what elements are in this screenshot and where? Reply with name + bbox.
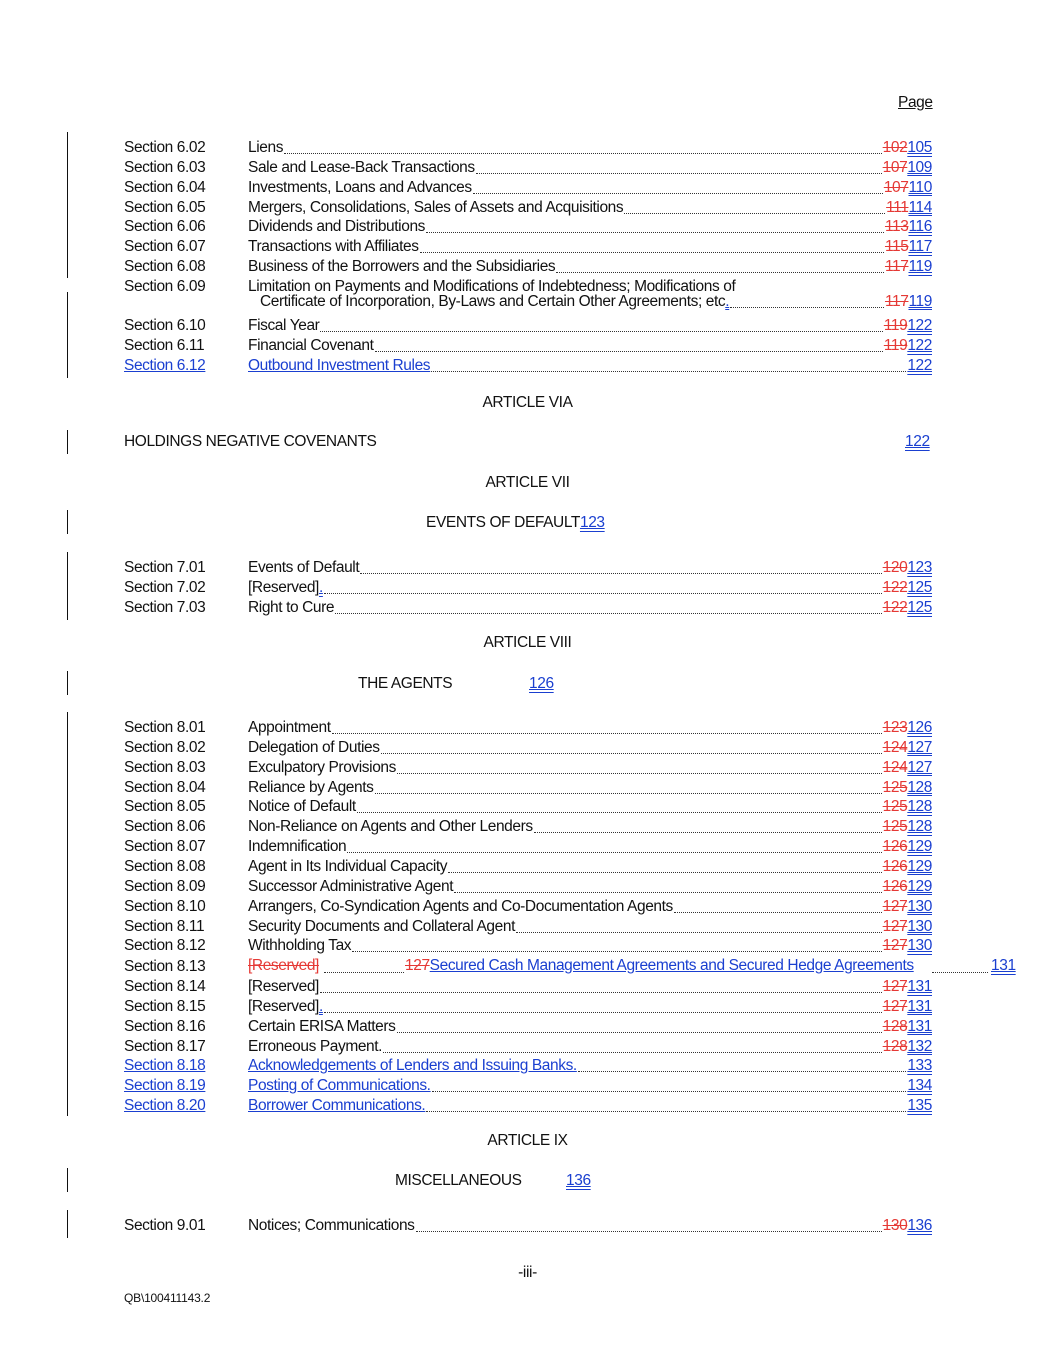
inserted-title-link[interactable]: Secured Cash Management Agreements and Secured Hedge Agreements (429, 957, 914, 974)
page-link[interactable]: 119 (908, 258, 932, 276)
page-link[interactable]: 135 (907, 1097, 932, 1115)
deleted-page: 126 (882, 838, 908, 856)
dot-leader (324, 957, 404, 973)
toc-row (124, 837, 932, 857)
page-link[interactable]: 131 (907, 1017, 932, 1035)
section-number: Section 8.02 (124, 738, 206, 756)
inserted-period: . (725, 292, 730, 310)
dot-leader (397, 1032, 882, 1033)
page-link[interactable]: 117 (908, 238, 932, 256)
section-number: Section 8.12 (124, 937, 206, 955)
dot-leader (476, 173, 882, 174)
page-link[interactable]: 127 (907, 738, 932, 756)
section-title: Right to Cure (248, 599, 335, 616)
section-title: Business of the Borrowers and the Subsidiaries (248, 258, 556, 276)
section-number[interactable]: Section 8.19 (124, 1077, 206, 1095)
page-link[interactable]: 130 (907, 917, 932, 935)
page-number: -iii- (518, 1264, 537, 1281)
dot-leader (381, 753, 882, 754)
section-title: Security Documents and Collateral Agent (248, 917, 515, 935)
page-link[interactable]: 132 (907, 1037, 932, 1055)
dot-leader (454, 892, 882, 893)
article-vii-heading: ARTICLE VII (485, 474, 570, 491)
toc-row (124, 217, 932, 237)
toc-row (124, 356, 932, 376)
page-link[interactable]: 128 (907, 798, 932, 816)
section-title: Liens (248, 139, 284, 156)
section-title[interactable]: Borrower Communications. (248, 1097, 426, 1115)
section-number: Section 8.03 (124, 758, 206, 776)
page-link[interactable]: 122 (907, 357, 932, 375)
page-link[interactable]: 116 (908, 218, 932, 236)
dot-leader (624, 213, 885, 214)
article-ix-heading: ARTICLE IX (487, 1132, 568, 1149)
deleted-page: 117 (884, 292, 909, 310)
dot-leader (516, 932, 882, 933)
dot-leader (347, 852, 881, 853)
section-title: Mergers, Consolidations, Sales of Assets and Acquisitions (248, 198, 624, 216)
section-number[interactable]: Section 8.18 (124, 1057, 206, 1075)
dot-leader (730, 307, 884, 308)
dot-leader (375, 351, 883, 352)
change-bar (67, 292, 68, 378)
page-link[interactable]: 131 (907, 997, 932, 1015)
toc-row (124, 936, 932, 956)
section-number: Section 6.06 (124, 218, 206, 236)
dot-leader (375, 793, 882, 794)
section-title: Delegation of Duties (248, 738, 380, 756)
toc-row (124, 257, 932, 277)
dot-leader (320, 992, 882, 993)
toc-row (124, 138, 932, 158)
section-number: Section 6.10 (124, 317, 206, 335)
section-title: Sale and Lease-Back Transactions (248, 158, 475, 176)
toc-row (124, 758, 932, 778)
article-via-title: HOLDINGS NEGATIVE COVENANTS (124, 433, 377, 450)
dot-leader (397, 773, 882, 774)
toc-row (124, 158, 932, 178)
section-title: Transactions with Affiliates (248, 238, 419, 256)
article-via-page-link[interactable]: 122 (905, 433, 930, 450)
deleted-page: 120 (882, 559, 908, 576)
section-number: Section 8.15 (124, 997, 206, 1015)
section-number: Section 8.10 (124, 897, 206, 915)
section-title: Fiscal Year (248, 317, 320, 335)
dot-leader (556, 272, 884, 273)
section-number: Section 6.07 (124, 238, 206, 256)
page-link[interactable]: 122 (907, 337, 932, 355)
section-number: Section 8.04 (124, 778, 206, 796)
dot-leader (324, 593, 882, 594)
section-title: [Reserved] (248, 579, 319, 596)
deleted-page: 123 (882, 719, 908, 736)
toc-row-8-13 (124, 957, 205, 977)
dot-leader (426, 1111, 906, 1112)
deleted-page: 111 (886, 198, 909, 216)
dot-leader (335, 613, 882, 614)
dot-leader (360, 573, 881, 574)
section-title: Financial Covenant (248, 337, 374, 355)
section-title: Investments, Loans and Advances (248, 178, 472, 196)
dot-leader (448, 872, 882, 873)
toc-row (124, 817, 932, 837)
section-title: Certain ERISA Matters (248, 1017, 396, 1035)
deleted-page: 127 (882, 978, 908, 995)
section-title[interactable]: Posting of Communications. (248, 1077, 431, 1095)
article-vii-title-line (426, 514, 605, 532)
change-bar (67, 430, 68, 454)
deleted-page: 119 (883, 337, 908, 355)
page-link[interactable]: 136 (907, 1217, 932, 1234)
dot-leader (473, 193, 883, 194)
article-ix-title: MISCELLANEOUS (395, 1172, 522, 1189)
page-link[interactable]: 122 (907, 317, 932, 335)
dot-leader (416, 1231, 882, 1232)
dot-leader (426, 232, 884, 233)
section-title: Dividends and Distributions (248, 218, 426, 236)
deleted-page: 124 (882, 758, 908, 776)
article-viii-heading: ARTICLE VIII (483, 634, 572, 651)
toc-row (124, 277, 932, 317)
page-link[interactable]: 125 (907, 579, 932, 596)
section-number: Section 8.07 (124, 838, 206, 856)
section-title: Agent in Its Individual Capacity (248, 857, 448, 875)
deleted-page: 127 (882, 937, 908, 955)
section-number[interactable]: Section 6.12 (124, 357, 206, 375)
page-link[interactable]: 126 (907, 719, 932, 736)
section-number: Section 8.05 (124, 798, 206, 816)
section-number: Section 8.17 (124, 1037, 206, 1055)
deleted-page: 125 (882, 778, 908, 796)
section-number: Section 8.14 (124, 978, 206, 995)
section-title: Indemnification (248, 838, 347, 856)
page-link[interactable]: 109 (907, 158, 932, 176)
section-number: Section 6.11 (124, 337, 205, 355)
page-link[interactable]: 125 (907, 599, 932, 616)
section-number: Section 6.09 (124, 277, 206, 295)
toc-row (124, 917, 932, 937)
section-title: Erroneous Payment. (248, 1037, 383, 1055)
inserted-period: . (318, 997, 323, 1015)
deleted-page: 127 (882, 997, 908, 1015)
deleted-page: 127 (405, 957, 430, 974)
toc-row (124, 1037, 932, 1057)
article-ix-page-link[interactable]: 136 (566, 1172, 591, 1189)
change-bar (67, 1210, 68, 1238)
inserted-page-link[interactable]: 131 (991, 957, 1016, 974)
section-number: Section 6.02 (124, 139, 206, 156)
dot-leader (284, 153, 882, 154)
toc-row (124, 1056, 932, 1076)
section-title: Notices; Communications (248, 1217, 415, 1234)
dot-leader (357, 812, 882, 813)
dot-leader (431, 371, 906, 372)
page-link[interactable]: 128 (907, 818, 932, 836)
dot-leader (332, 733, 882, 734)
page-link[interactable]: 129 (907, 838, 932, 856)
deleted-page: 122 (882, 599, 908, 616)
deleted-title: [Reserved] (248, 957, 319, 974)
page-link[interactable]: 130 (907, 897, 932, 915)
toc-row (124, 718, 932, 738)
section-number: Section 6.04 (124, 178, 206, 196)
section-title: Successor Administrative Agent (248, 877, 454, 895)
page-link[interactable]: 131 (907, 978, 932, 995)
page-link[interactable]: 133 (907, 1057, 932, 1075)
document-id: QB\100411143.2 (124, 1291, 211, 1305)
page-link[interactable]: 105 (907, 139, 932, 156)
section-number: Section 7.01 (124, 559, 206, 576)
toc-row (124, 997, 932, 1017)
deleted-page: 107 (882, 158, 908, 176)
section-title: Non-Reliance on Agents and Other Lenders (248, 818, 533, 836)
inserted-period: . (318, 579, 323, 596)
section-number: Section 6.03 (124, 158, 206, 176)
dot-leader (674, 912, 882, 913)
toc-row (124, 336, 932, 356)
deleted-page: 115 (884, 238, 909, 256)
change-bar (67, 712, 68, 1116)
toc-row (124, 857, 932, 877)
section-number[interactable]: Section 8.20 (124, 1097, 206, 1115)
toc-row (124, 1017, 932, 1037)
section-number: Section 6.08 (124, 258, 206, 276)
section-number: Section 8.06 (124, 818, 206, 836)
section-title: [Reserved] (248, 997, 319, 1015)
article-viii-page-link[interactable]: 126 (529, 675, 554, 692)
page-link[interactable]: 130 (907, 937, 932, 955)
section-number: Section 8.11 (124, 917, 205, 935)
section-number: Section 8.01 (124, 719, 206, 736)
dot-leader (578, 1071, 906, 1072)
toc-row (124, 1076, 932, 1096)
change-bar (67, 671, 68, 695)
section-number: Section 8.09 (124, 877, 206, 895)
section-number: Section 7.03 (124, 599, 206, 616)
deleted-page: 126 (882, 877, 908, 895)
toc-row (124, 977, 932, 997)
deleted-page: 119 (883, 317, 908, 335)
deleted-page: 125 (882, 798, 908, 816)
page-link[interactable]: 119 (908, 292, 932, 310)
toc-row (124, 877, 932, 897)
deleted-page: 125 (882, 818, 908, 836)
deleted-page: 126 (882, 857, 908, 875)
change-bar (67, 1168, 68, 1192)
toc-row (124, 1216, 932, 1236)
dot-leader (420, 252, 884, 253)
page-link[interactable]: 129 (907, 857, 932, 875)
change-bar (67, 132, 68, 278)
dot-leader (534, 832, 882, 833)
article-vii-title: EVENTS OF DEFAULT (426, 514, 580, 531)
deleted-page: 130 (882, 1217, 908, 1234)
dot-leader (324, 1012, 882, 1013)
toc-row (124, 578, 932, 598)
section-title: Arrangers, Co-Syndication Agents and Co-Documentation Agents (248, 897, 673, 915)
deleted-page: 128 (882, 1037, 908, 1055)
article-vii-page-link[interactable]: 123 (579, 514, 605, 531)
deleted-page: 122 (882, 579, 908, 596)
article-viii-title: THE AGENTS (358, 675, 453, 692)
section-title: [Reserved] (248, 978, 319, 995)
section-number: Section 9.01 (124, 1217, 206, 1234)
section-number: Section 6.05 (124, 198, 206, 216)
section-title[interactable]: Acknowledgements of Lenders and Issuing Banks. (248, 1057, 577, 1075)
page-link[interactable]: 114 (908, 198, 932, 216)
toc-row (124, 598, 932, 618)
dot-leader (432, 1091, 907, 1092)
section-title-line2: Certificate of Incorporation, By-Laws and Certain Other Agreements; etc (260, 292, 726, 310)
deleted-page: 102 (882, 139, 908, 156)
section-title: Notice of Default (248, 798, 356, 816)
deleted-page: 127 (882, 897, 908, 915)
toc-row (124, 198, 932, 218)
page-link[interactable]: 110 (908, 178, 932, 196)
toc-row (124, 797, 932, 817)
row-8-13-revision (405, 957, 914, 975)
dot-leader (320, 331, 882, 332)
toc-row (124, 738, 932, 758)
page-link[interactable]: 128 (907, 778, 932, 796)
deleted-page: 124 (882, 738, 908, 756)
toc-row (124, 1096, 932, 1116)
section-title: Reliance by Agents (248, 778, 374, 796)
toc-row (124, 897, 932, 917)
deleted-page: 128 (882, 1017, 908, 1035)
dot-leader (383, 1052, 882, 1053)
section-number: Section 8.08 (124, 857, 206, 875)
change-bar (67, 552, 68, 620)
section-number: Section 8.13 (124, 958, 206, 975)
toc-row (124, 316, 932, 336)
section-title-line1: Limitation on Payments and Modifications of Indebtedness; Modifications of (248, 277, 736, 295)
section-title: Appointment (248, 719, 331, 736)
deleted-page: 117 (884, 258, 909, 276)
change-bar (67, 510, 68, 534)
section-title: Withholding Tax (248, 937, 352, 955)
page-link[interactable]: 129 (907, 877, 932, 895)
toc-row (124, 558, 932, 578)
toc-row (124, 178, 932, 198)
deleted-page: 113 (884, 218, 909, 236)
page-column-label: Page (898, 94, 933, 111)
toc-row (124, 778, 932, 798)
section-title: Events of Default (248, 559, 360, 576)
section-title: Exculpatory Provisions (248, 758, 396, 776)
toc-row (124, 237, 932, 257)
page-link[interactable]: 134 (907, 1077, 932, 1095)
dot-leader (932, 957, 988, 973)
page-link[interactable]: 123 (907, 559, 932, 576)
deleted-page: 127 (882, 917, 908, 935)
section-number: Section 7.02 (124, 579, 206, 596)
section-title[interactable]: Outbound Investment Rules (248, 357, 431, 375)
page-link[interactable]: 127 (907, 758, 932, 776)
dot-leader (352, 951, 882, 952)
section-number: Section 8.16 (124, 1017, 206, 1035)
deleted-page: 107 (883, 178, 909, 196)
article-via-heading: ARTICLE VIA (482, 394, 573, 411)
